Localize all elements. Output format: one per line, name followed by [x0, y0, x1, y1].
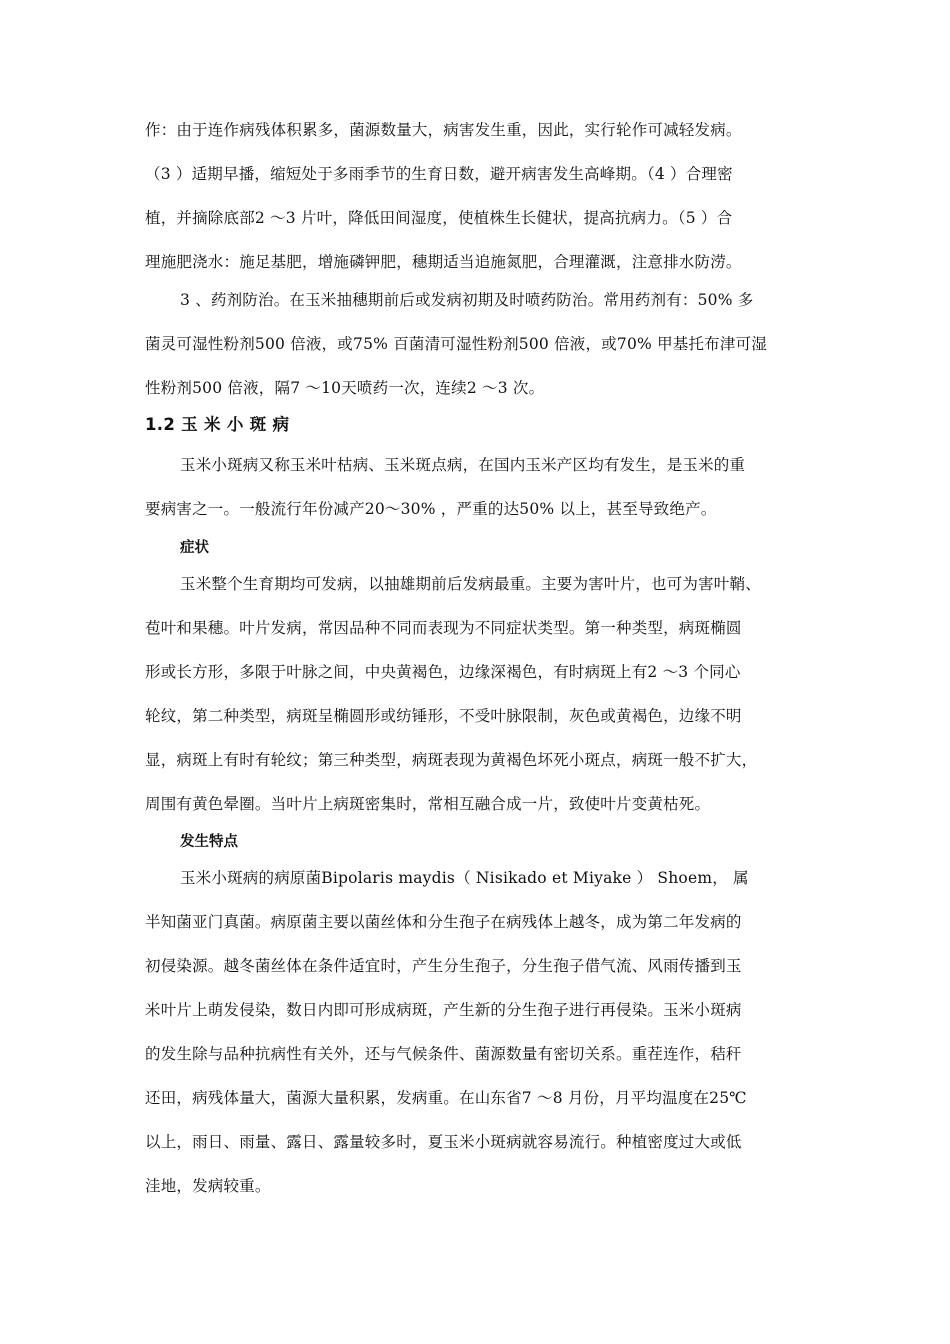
text-line: 性粉剂500 倍液，隔7 ～10天喷药一次，连续2 ～3 次。	[145, 379, 545, 397]
section-heading: 1.2 玉 米 小 斑 病	[145, 415, 290, 434]
subsection-heading-symptoms: 症状	[180, 540, 209, 556]
text-line: 作：由于连作病残体积累多，菌源数量大，病害发生重，因此，实行轮作可减轻发病。	[145, 121, 742, 139]
text-line: 周围有黄色晕圈。当叶片上病斑密集时，常相互融合成一片，致使叶片变黄枯死。	[145, 795, 711, 813]
text-line: 轮纹，第二种类型，病斑呈椭圆形或纺锤形，不受叶脉限制，灰色或黄褐色，边缘不明	[145, 707, 742, 725]
text-line: 形或长方形，多限于叶脉之间，中央黄褐色，边缘深褐色，有时病斑上有2 ～3 个同心	[145, 663, 741, 681]
text-line: 洼地，发病较重。	[145, 1177, 271, 1195]
text-line: 以上，雨日、雨量、露日、露量较多时，夏玉米小斑病就容易流行。种植密度过大或低	[145, 1133, 742, 1151]
text-line: 玉米小斑病又称玉米叶枯病、玉米斑点病，在国内玉米产区均有发生，是玉米的重	[180, 456, 746, 474]
text-line: 菌灵可湿性粉剂500 倍液，或75% 百菌清可湿性粉剂500 倍液，或70% 甲基托布津可湿	[145, 335, 767, 353]
text-line: 要病害之一。一般流行年份减产20～30% ，严重的达50% 以上，甚至导致绝产。	[145, 500, 717, 518]
text-line: 玉米整个生育期均可发病，以抽雄期前后发病最重。主要为害叶片，也可为害叶鞘、	[180, 575, 761, 593]
text-line: 玉米小斑病的病原菌Bipolaris maydis（ Nisikado et Miyake ） Shoem， 属	[180, 869, 749, 887]
text-line: 3 、药剂防治。在玉米抽穗期前后或发病初期及时喷药防治。常用药剂有：50% 多	[180, 291, 754, 309]
text-line: 理施肥浇水：施足基肥，增施磷钾肥，穗期适当追施氮肥，合理灌溉，注意排水防涝。	[145, 253, 742, 271]
text-line: 米叶片上萌发侵染，数日内即可形成病斑，产生新的分生孢子进行再侵染。玉米小斑病	[145, 1001, 742, 1019]
subsection-heading-characteristics: 发生特点	[180, 834, 238, 850]
text-line: 还田，病残体量大，菌源大量积累，发病重。在山东省7 ～8 月份，月平均温度在25℃	[145, 1089, 747, 1107]
text-line: 植，并摘除底部2 ～3 片叶，降低田间湿度，使植株生长健状，提高抗病力。（5 ）合	[145, 209, 733, 227]
text-line: 的发生除与品种抗病性有关外，还与气候条件、菌源数量有密切关系。重茬连作，秸秆	[145, 1045, 742, 1063]
text-line: 半知菌亚门真菌。病原菌主要以菌丝体和分生孢子在病残体上越冬，成为第二年发病的	[145, 913, 742, 931]
text-line: 初侵染源。越冬菌丝体在条件适宜时，产生分生孢子，分生孢子借气流、风雨传播到玉	[145, 957, 742, 975]
text-line: 显，病斑上有时有轮纹；第三种类型，病斑表现为黄褐色坏死小斑点，病斑一般不扩大，	[145, 751, 758, 769]
text-line: 苞叶和果穗。叶片发病，常因品种不同而表现为不同症状类型。第一种类型，病斑椭圆	[145, 619, 742, 637]
text-line: （3 ）适期早播，缩短处于多雨季节的生育日数，避开病害发生高峰期。（4 ）合理密	[145, 165, 733, 183]
